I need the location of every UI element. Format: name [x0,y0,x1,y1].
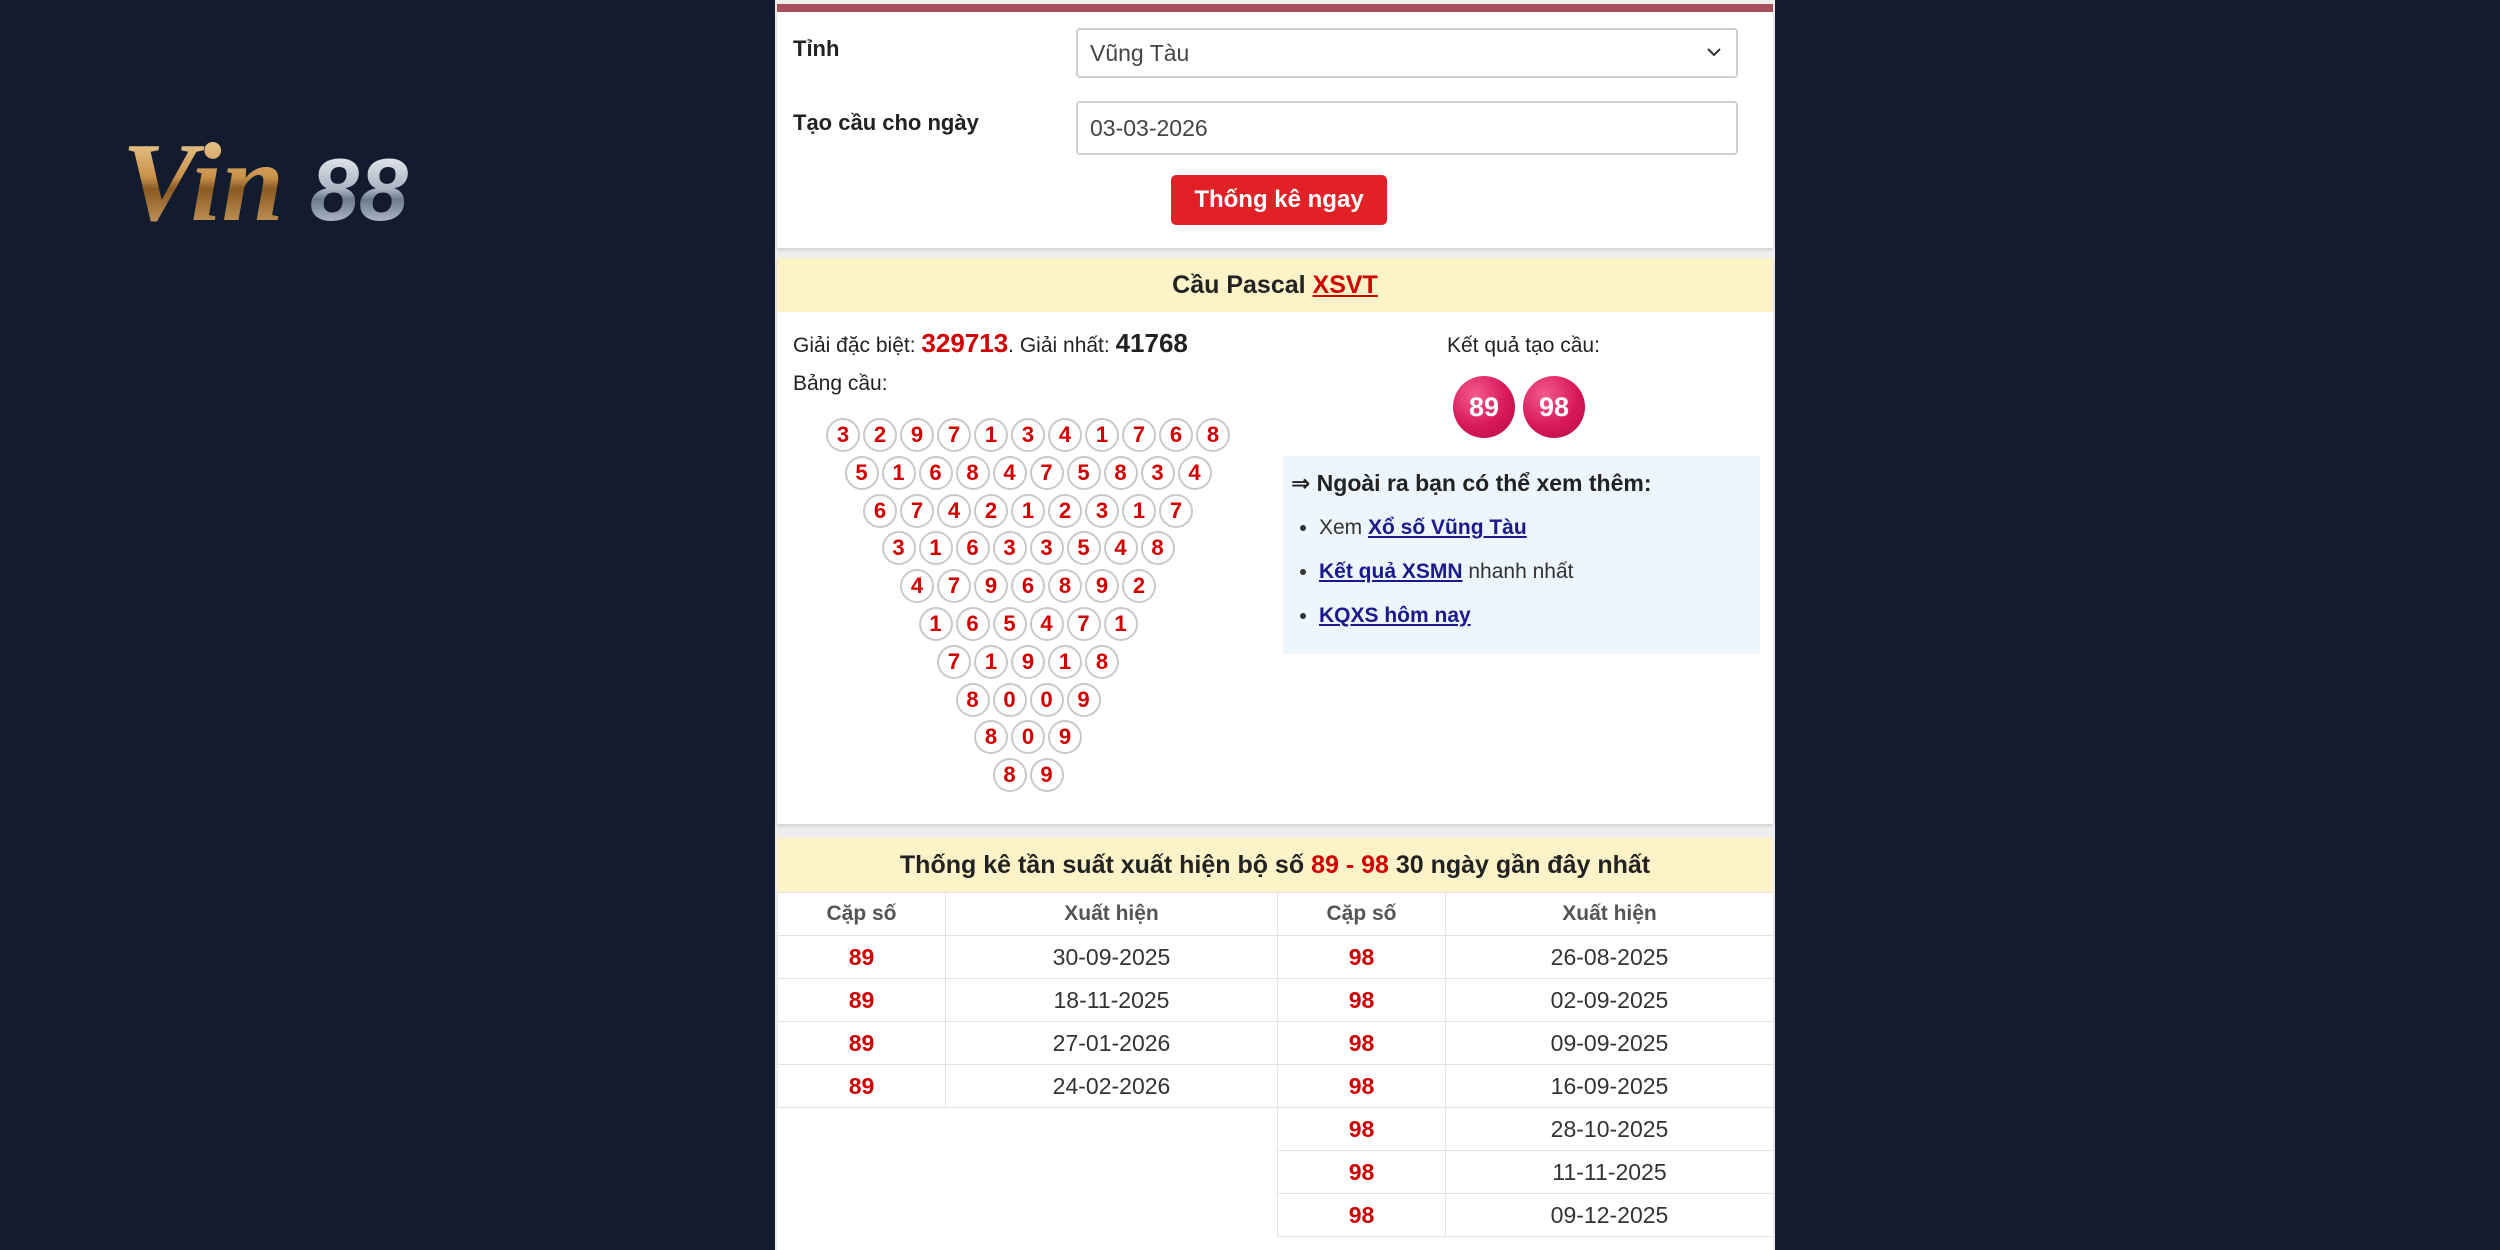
pascal-row [919,607,1138,641]
pascal-digit: 3 [993,531,1027,565]
date-cell: 09-12-2025 [1446,1194,1774,1237]
result-ball: 89 [1453,376,1515,438]
frequency-title-prefix: Thống kê tần suất xuất hiện bộ số [899,851,1312,879]
see-more-item [1319,550,1573,594]
pascal-row [882,531,1175,565]
pascal-digit: 4 [993,456,1027,490]
pair-cell: 98 [1278,979,1446,1022]
pascal-digit: 5 [993,607,1027,641]
logo-text-88: 88 [310,140,408,236]
date-cell: 18-11-2025 [946,979,1278,1022]
special-prize-value: 329713 [921,328,1009,358]
pascal-digit: 7 [900,494,934,528]
pascal-digit: 6 [1011,569,1045,603]
vin88-logo [122,118,482,236]
pascal-digit: 3 [1085,494,1119,528]
pair-cell: 89 [778,979,946,1022]
pascal-digit: 7 [937,418,971,452]
pascal-digit: 6 [863,494,897,528]
prize-line [793,328,1188,359]
pair-cell: 89 [778,1022,946,1065]
pascal-digit: 1 [882,456,916,490]
date-cell: 16-09-2025 [1446,1065,1774,1108]
date-cell: 24-02-2026 [946,1065,1278,1108]
column-header: Cặp số [1278,893,1446,936]
result-label: Kết quả tạo cầu: [1447,334,1600,357]
first-prize-value: 41768 [1115,328,1188,358]
pascal-digit: 9 [974,569,1008,603]
pascal-digit: 1 [974,645,1008,679]
date-input-value: 03-03-2026 [1090,115,1208,141]
pascal-digit: 2 [974,494,1008,528]
pascal-digit: 7 [1030,456,1064,490]
pascal-digit: 4 [1104,531,1138,565]
table-row [778,1194,1774,1237]
date-input[interactable] [1076,101,1738,155]
pascal-row [900,569,1156,603]
pascal-digit: 5 [1067,531,1101,565]
pascal-digit: 4 [1048,418,1082,452]
kqxs-hom-nay-link[interactable]: KQXS hôm nay [1319,604,1471,627]
pascal-digit: 2 [1048,494,1082,528]
pascal-digit: 7 [937,645,971,679]
main-content [775,0,1775,1250]
pascal-digit: 1 [919,607,953,641]
pascal-digit: 8 [974,720,1008,754]
pascal-digit: 5 [1067,456,1101,490]
pascal-digit: 9 [1067,683,1101,717]
pascal-digit: 5 [845,456,879,490]
first-prize-label: . Giải nhất: [1008,334,1116,357]
pascal-digit: 1 [919,531,953,565]
pascal-digit: 3 [1030,531,1064,565]
pascal-digit: 1 [1104,607,1138,641]
pascal-digit: 4 [1030,607,1064,641]
pascal-digit: 8 [1048,569,1082,603]
pascal-digit: 8 [1141,531,1175,565]
see-more-suffix: nhanh nhất [1462,560,1574,583]
date-cell: 30-09-2025 [946,936,1278,979]
pair-cell: 98 [1278,1065,1446,1108]
empty-cell [778,1194,1278,1237]
column-header: Xuất hiện [1446,893,1774,936]
frequency-title-pair: 89 - 98 [1311,851,1389,879]
pair-cell: 98 [1278,936,1446,979]
table-row [778,936,1774,979]
pascal-row [993,758,1064,792]
date-cell: 02-09-2025 [1446,979,1774,1022]
province-select[interactable] [1076,28,1738,78]
pascal-digit: 3 [882,531,916,565]
pascal-section-title [777,258,1773,312]
empty-cell [778,1151,1278,1194]
see-more-title: ⇒ Ngoài ra bạn có thể xem thêm: [1291,470,1652,496]
date-cell: 26-08-2025 [1446,936,1774,979]
date-cell: 27-01-2026 [946,1022,1278,1065]
pascal-digit: 7 [1067,607,1101,641]
pascal-digit: 1 [1011,494,1045,528]
table-header-row [778,893,1774,936]
pair-cell: 98 [1278,1022,1446,1065]
table-row [778,1065,1774,1108]
column-header: Cặp số [778,893,946,936]
see-more-item [1319,594,1573,638]
pascal-digit: 8 [1196,418,1230,452]
pascal-digit: 0 [1030,683,1064,717]
table-row [778,1108,1774,1151]
pascal-digit: 6 [1159,418,1193,452]
frequency-table [777,892,1774,1237]
pascal-digit: 9 [1030,758,1064,792]
pascal-row [826,418,1230,452]
pascal-digit: 7 [937,569,971,603]
pascal-digit: 8 [1104,456,1138,490]
date-cell: 11-11-2025 [1446,1151,1774,1194]
pascal-digit: 1 [974,418,1008,452]
pascal-digit: 2 [863,418,897,452]
chevron-down-icon [1706,46,1722,58]
see-more-box [1283,456,1760,654]
pascal-digit: 0 [1011,720,1045,754]
pascal-digit: 4 [937,494,971,528]
empty-cell [778,1108,1278,1151]
see-more-item [1319,506,1573,550]
pair-cell: 89 [778,936,946,979]
pascal-digit: 1 [1085,418,1119,452]
pascal-digit: 3 [1011,418,1045,452]
see-more-list [1283,506,1573,638]
frequency-section-title [777,838,1773,892]
pascal-section [777,258,1773,824]
pair-cell: 98 [1278,1194,1446,1237]
province-label: Tỉnh [793,36,840,61]
date-cell: 09-09-2025 [1446,1022,1774,1065]
frequency-title-suffix: 30 ngày gần đây nhất [1388,851,1651,879]
pascal-digit: 8 [1085,645,1119,679]
pascal-digit: 7 [1122,418,1156,452]
pascal-row [845,456,1212,490]
xo-so-vung-tau-link[interactable]: Xổ số Vũng Tàu [1368,516,1527,539]
pascal-row [974,720,1082,754]
xsvt-link[interactable]: XSVT [1312,271,1378,299]
date-label: Tạo cầu cho ngày [793,110,979,135]
pascal-digit: 3 [1141,456,1175,490]
column-header: Xuất hiện [946,893,1278,936]
pascal-digit: 7 [1159,494,1193,528]
pair-cell: 98 [1278,1151,1446,1194]
see-more-prefix: Xem [1319,516,1369,539]
logo-text-vin: Vin [122,121,284,236]
search-form [777,12,1773,248]
pascal-digit: 3 [826,418,860,452]
pascal-row [863,494,1193,528]
pascal-digit: 1 [1048,645,1082,679]
pascal-digit: 8 [956,683,990,717]
statistic-submit-button[interactable]: Thống kê ngay [1171,175,1387,225]
pascal-row [956,683,1101,717]
pascal-digit: 6 [956,607,990,641]
pascal-digit: 0 [993,683,1027,717]
pascal-digit: 9 [1085,569,1119,603]
pascal-digit: 6 [919,456,953,490]
pascal-digit: 1 [1122,494,1156,528]
table-row [778,979,1774,1022]
pascal-digit: 9 [1011,645,1045,679]
province-select-value: Vũng Tàu [1090,40,1190,66]
date-cell: 28-10-2025 [1446,1108,1774,1151]
pascal-digit: 8 [956,456,990,490]
pascal-digit: 6 [956,531,990,565]
ket-qua-xsmn-link[interactable]: Kết quả XSMN [1319,560,1463,583]
pascal-digit: 4 [1178,456,1212,490]
special-prize-label: Giải đặc biệt: [793,334,922,357]
pair-cell: 98 [1278,1108,1446,1151]
pascal-table-label: Bảng cầu: [793,372,888,395]
pascal-digit: 9 [900,418,934,452]
pascal-title-text: Cầu Pascal [1172,271,1313,299]
pascal-row [937,645,1119,679]
table-row [778,1022,1774,1065]
pascal-digit: 8 [993,758,1027,792]
pascal-digit: 9 [1048,720,1082,754]
table-row [778,1151,1774,1194]
pascal-digit: 4 [900,569,934,603]
pascal-digit: 2 [1122,569,1156,603]
pair-cell: 89 [778,1065,946,1108]
top-accent-bar [777,4,1773,12]
frequency-section [777,838,1773,1250]
result-ball: 98 [1523,376,1585,438]
